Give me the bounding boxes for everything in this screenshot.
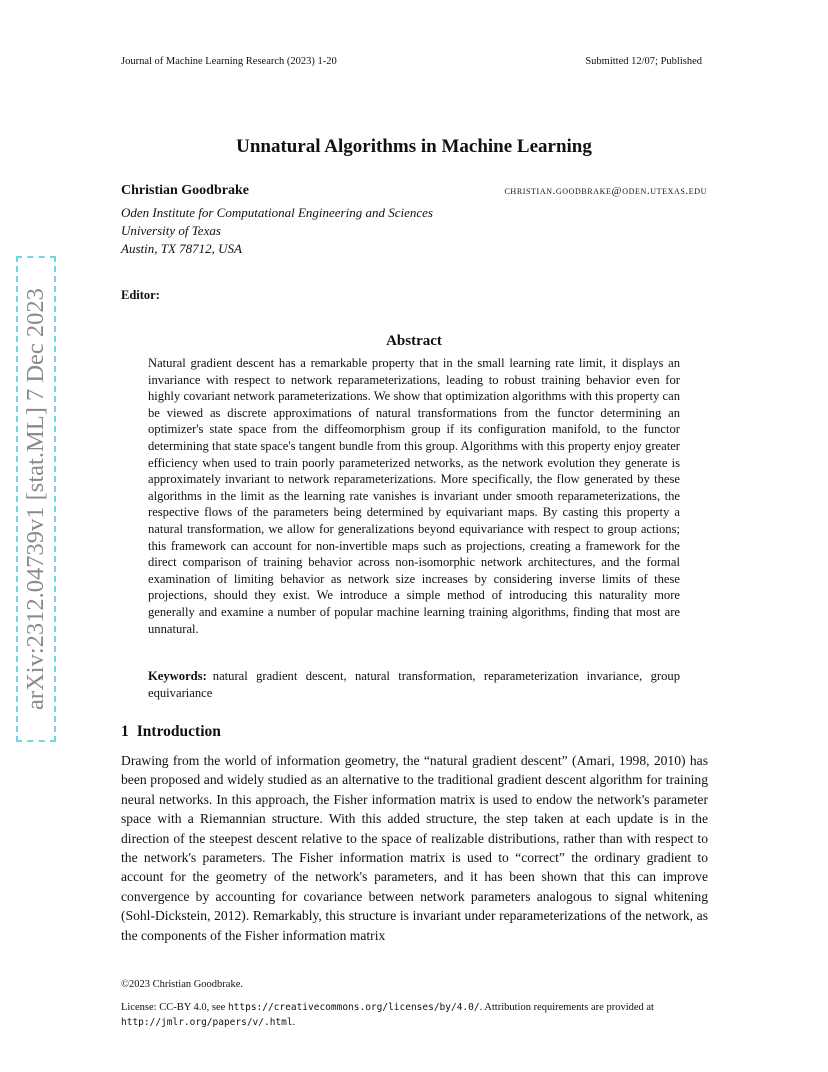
keywords-text: natural gradient descent, natural transformation, reparameterization invariance, group equivariance bbox=[148, 669, 680, 700]
abstract-text: Natural gradient descent has a remarkable property that in the small learning rate limit, it displays an invariance with respect to network reparameterizations, leading to robust training behavior even for highly covariant network parameterizations. We show that optimization algorithms with this property can be viewed as discrete approximations of natural transformations from the functor determining an optimizer's state space from the diffeomorphism group if its configuration manifold, to the functor determining that state space's tangent bundle from this group. Algorithms with this property enjoy greater efficiency when used to train poorly parameterized networks, as the network evolution they generate is approximately invariant to network reparameterizations. More specifically, the flow generated by these algorithms in the limit as the learning rate vanishes is invariant under smooth reparameterizations, the respective flows of the parameters being determined by equivariant maps. By casting this property a natural transformation, we allow for generalizations beyond equivariance with respect to group actions; this framework can account for non-invertible maps such as projections, creating a framework for the direct comparison of training behavior across non-isomorphic network architectures, and the formal examination of limiting behavior as network size increases by considering inverse limits of these projections, should they exist. We introduce a simple method of introducing this naturality more generally and examine a number of popular machine learning training algorithms, finding that most are unnatural. bbox=[148, 356, 680, 636]
section-heading bbox=[121, 723, 221, 741]
copyright-notice: ©2023 Christian Goodbrake. bbox=[121, 979, 244, 990]
keywords-label: Keywords: bbox=[148, 669, 207, 683]
affiliation-line: University of Texas bbox=[121, 223, 221, 238]
affiliation-line: Oden Institute for Computational Engineering and Sciences bbox=[121, 205, 433, 220]
keywords bbox=[148, 668, 680, 701]
author-email: christian.goodbrake@oden.utexas.edu bbox=[504, 185, 707, 197]
introduction-text: Drawing from the world of information geometry, the “natural gradient descent” (Amari, 1998, 2010) has been proposed and widely studied as an alternative to the traditional gradient descent algorithm for training neural networks. In this approach, the Fisher information matrix is used to endow the network's parameter space with a Riemannian structure. With this added structure, the step taken at each update is in the direction of the steepest descent relative to the space of realizable distributions, rather than with respect to the network's parameters. The Fisher information matrix is used to “correct” the ordinary gradient to account for the geometry of the network's parameters, and it has been shown that this can improve convergence by accounting for covariance between network parameters analogous to signal whitening (Sohl-Dickstein, 2012). Remarkably, this structure is invariant under reparameterizations of the network, as the components of the Fisher information matrix bbox=[121, 753, 708, 943]
affiliation-line: Austin, TX 78712, USA bbox=[121, 241, 242, 256]
editor-label: Editor: bbox=[121, 288, 160, 302]
arxiv-stamp[interactable] bbox=[16, 256, 56, 742]
attribution-link[interactable]: http://jmlr.org/papers/v/.html bbox=[121, 1016, 293, 1028]
license-end: . bbox=[292, 1016, 296, 1028]
license-prefix: License: CC-BY 4.0, see bbox=[121, 1002, 228, 1013]
section-number: 1 bbox=[121, 723, 129, 740]
license-mid: . Attribution requirements are provided at bbox=[479, 1002, 654, 1013]
paper-title: Unnatural Algorithms in Machine Learning bbox=[236, 136, 592, 157]
license-notice bbox=[121, 1001, 708, 1030]
author-name: Christian Goodbrake bbox=[121, 183, 249, 198]
section-title: Introduction bbox=[136, 723, 221, 740]
running-head-left: Journal of Machine Learning Research (2023) 1-20 bbox=[121, 56, 337, 67]
abstract-heading: Abstract bbox=[386, 333, 442, 349]
running-head-right: Submitted 12/07; Published bbox=[585, 56, 702, 67]
arxiv-identifier: arXiv:2312.04739v1 [stat.ML] 7 Dec 2023 bbox=[22, 288, 49, 710]
license-link[interactable]: https://creativecommons.org/licenses/by/4.0/ bbox=[227, 1002, 480, 1013]
